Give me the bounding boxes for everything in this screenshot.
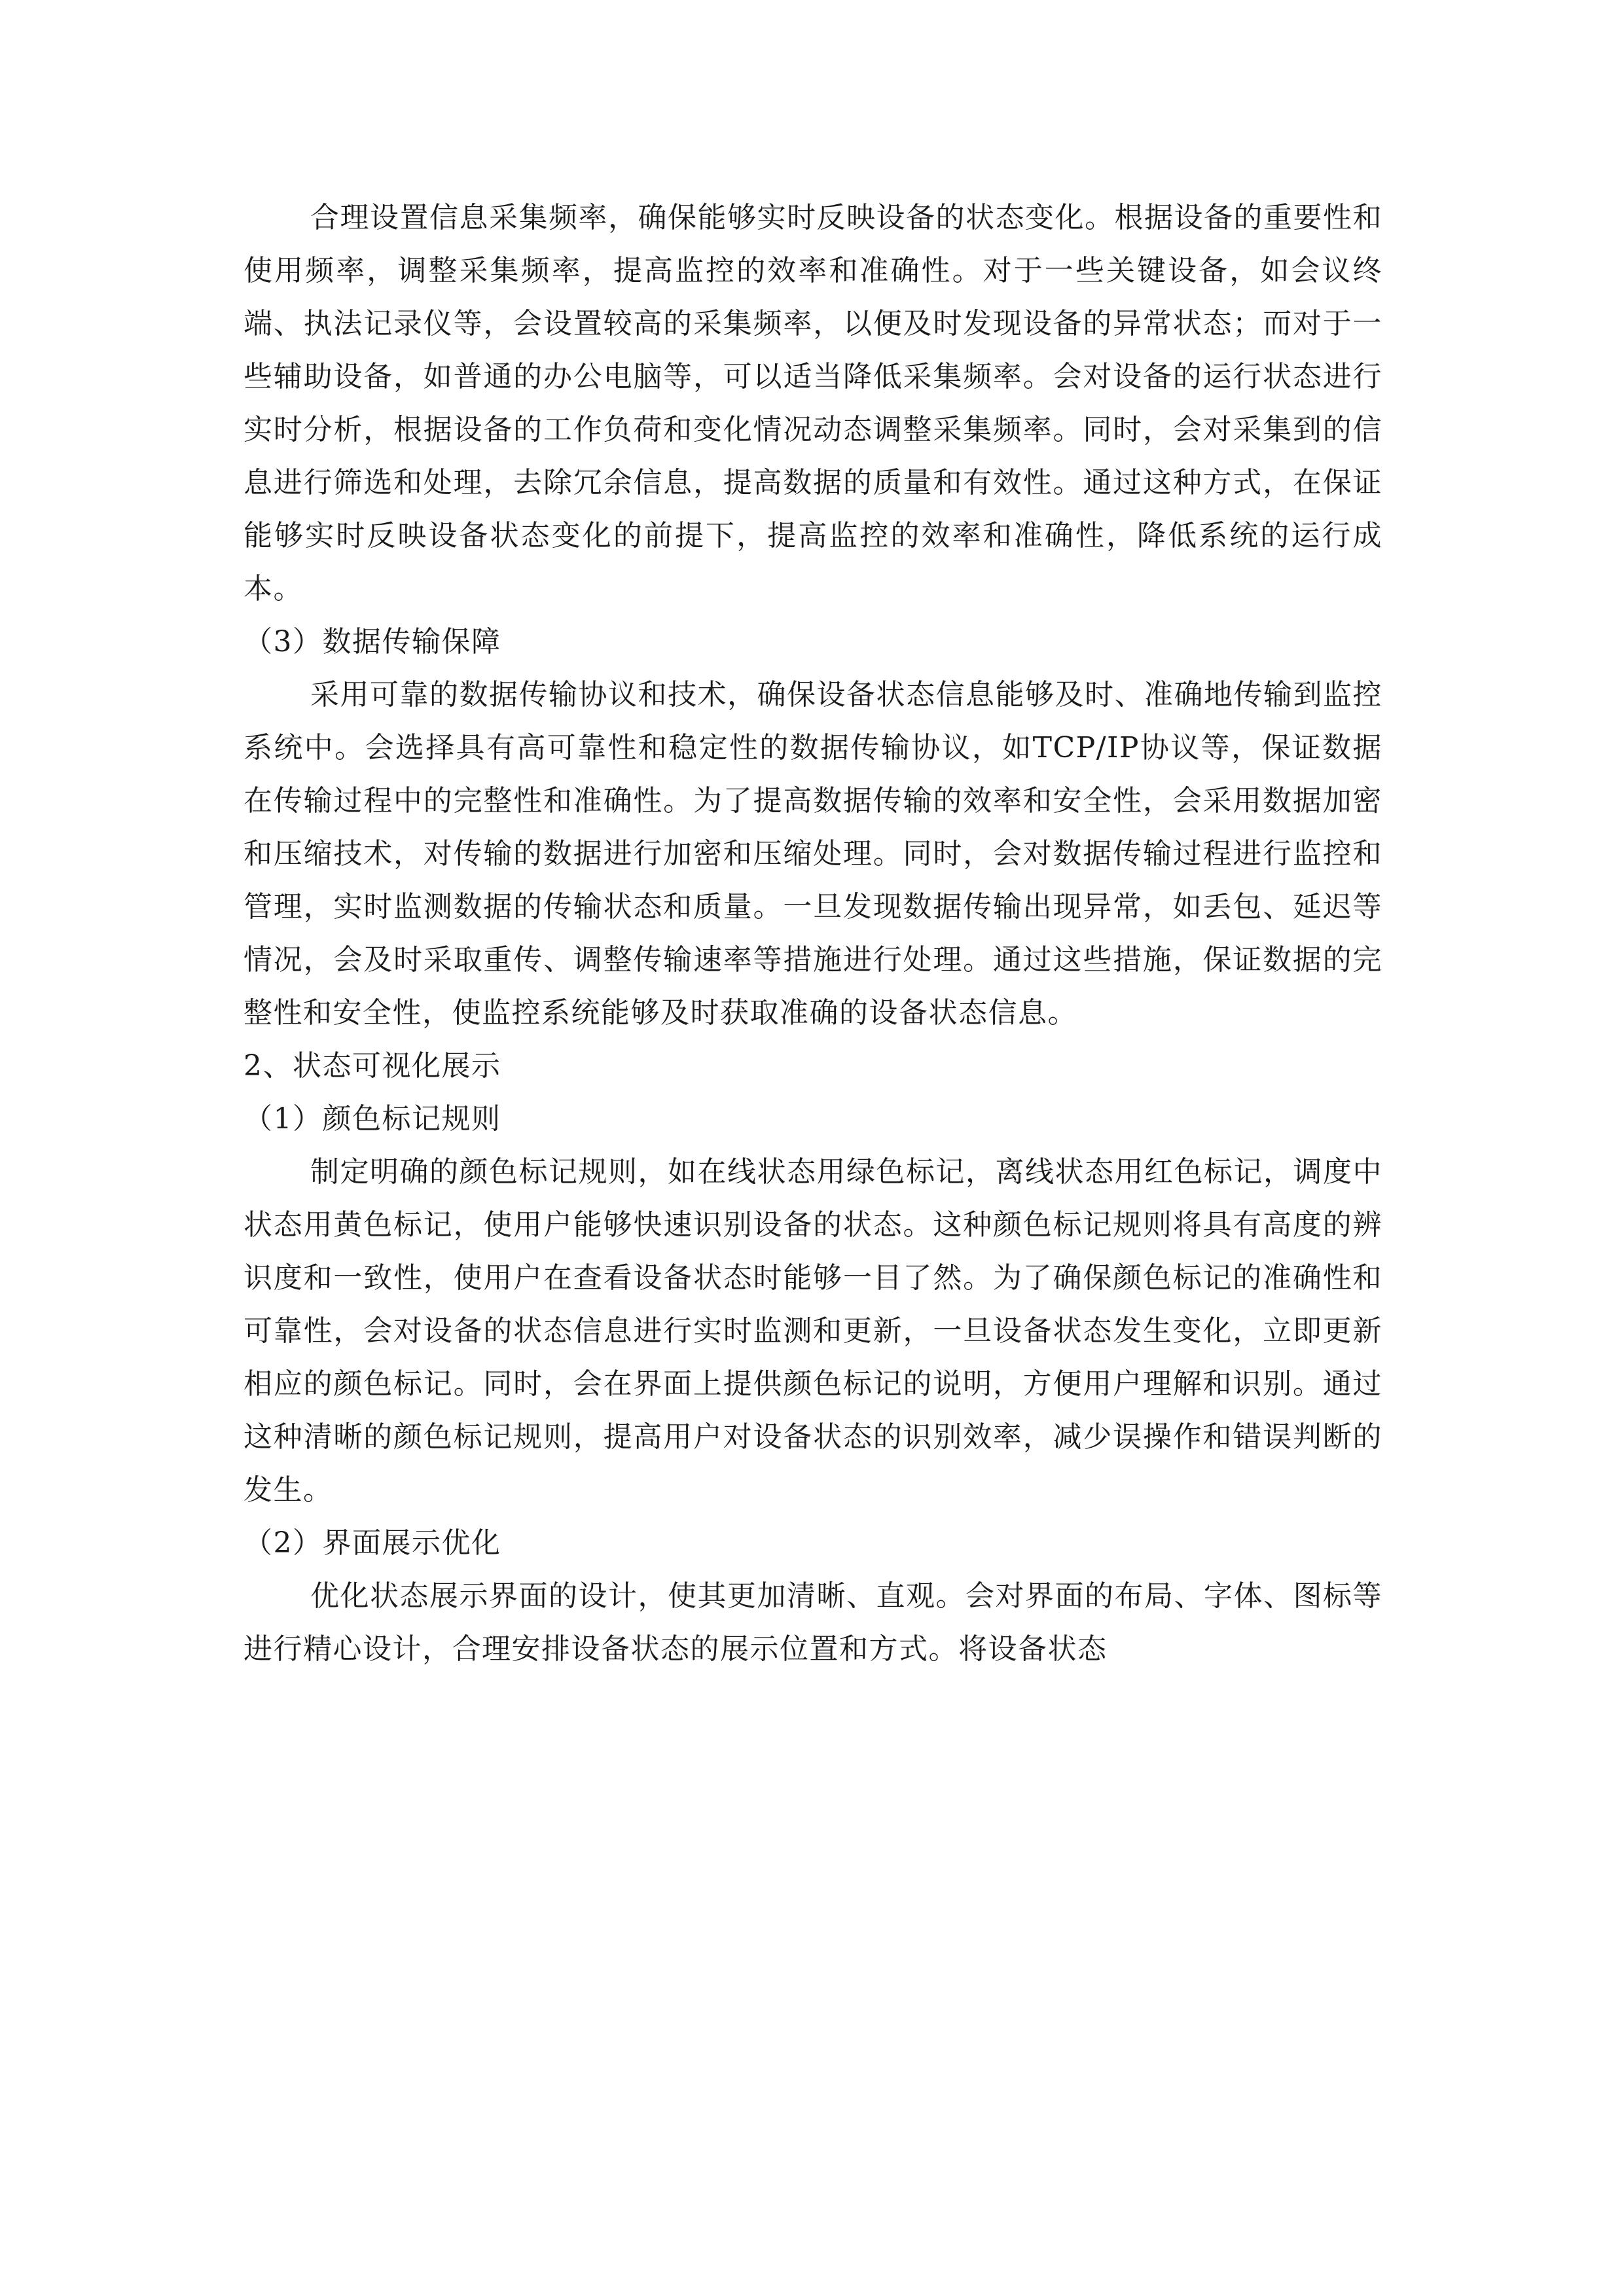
paragraph-collection-frequency: 合理设置信息采集频率，确保能够实时反映设备的状态变化。根据设备的重要性和使用频率，调整采集频率，提高监控的效率和准确性。对于一些关键设备，如会议终端、执法记录仪等，会设置较高的采集频率，以便及时发现设备的异常状态；而对于一些辅助设备，如普通的办公电脑等，可以适当降低采集频率。会对设备的运行状态进行实时分析，根据设备的工作负荷和变化情况动态调整采集频率。同时，会对采集到的信息进行筛选和处理，去除冗余信息，提高数据的质量和有效性。通过这种方式，在保证能够实时反映设备状态变化的前提下，提高监控的效率和准确性，降低系统的运行成本。 bbox=[244, 201, 1382, 605]
document-page bbox=[244, 191, 1382, 1676]
heading-status-visualization: 2、状态可视化展示 bbox=[244, 1049, 501, 1083]
paragraph-color-rules: 制定明确的颜色标记规则，如在线状态用绿色标记，离线状态用红色标记，调度中状态用黄色标记，使用户能够快速识别设备的状态。这种颜色标记规则将具有高度的辨识度和一致性，使用户在查看设备状态时能够一目了然。为了确保颜色标记的准确性和可靠性，会对设备的状态信息进行实时监测和更新，一旦设备状态发生变化，立即更新相应的颜色标记。同时，会在界面上提供颜色标记的说明，方便用户理解和识别。通过这种清晰的颜色标记规则，提高用户对设备状态的识别效率，减少误操作和错误判断的发生。 bbox=[244, 1155, 1382, 1507]
heading-interface-optimization: （2）界面展示优化 bbox=[244, 1526, 501, 1560]
paragraph-data-transmission: 采用可靠的数据传输协议和技术，确保设备状态信息能够及时、准确地传输到监控系统中。会选择具有高可靠性和稳定性的数据传输协议，如TCP/IP协议等，保证数据在传输过程中的完整性和准确性。为了提高数据传输的效率和安全性，会采用数据加密和压缩技术，对传输的数据进行加密和压缩处理。同时，会对数据传输过程进行监控和管理，实时监测数据的传输状态和质量。一旦发现数据传输出现异常，如丢包、延迟等情况，会及时采取重传、调整传输速率等措施进行处理。通过这些措施，保证数据的完整性和安全性，使监控系统能够及时获取准确的设备状态信息。 bbox=[244, 678, 1382, 1030]
paragraph-interface-optimization: 优化状态展示界面的设计，使其更加清晰、直观。会对界面的布局、字体、图标等进行精心设计，合理安排设备状态的展示位置和方式。将设备状态 bbox=[244, 1579, 1382, 1666]
heading-color-rules: （1）颜色标记规则 bbox=[244, 1102, 501, 1136]
heading-data-transmission: （3）数据传输保障 bbox=[244, 625, 501, 658]
